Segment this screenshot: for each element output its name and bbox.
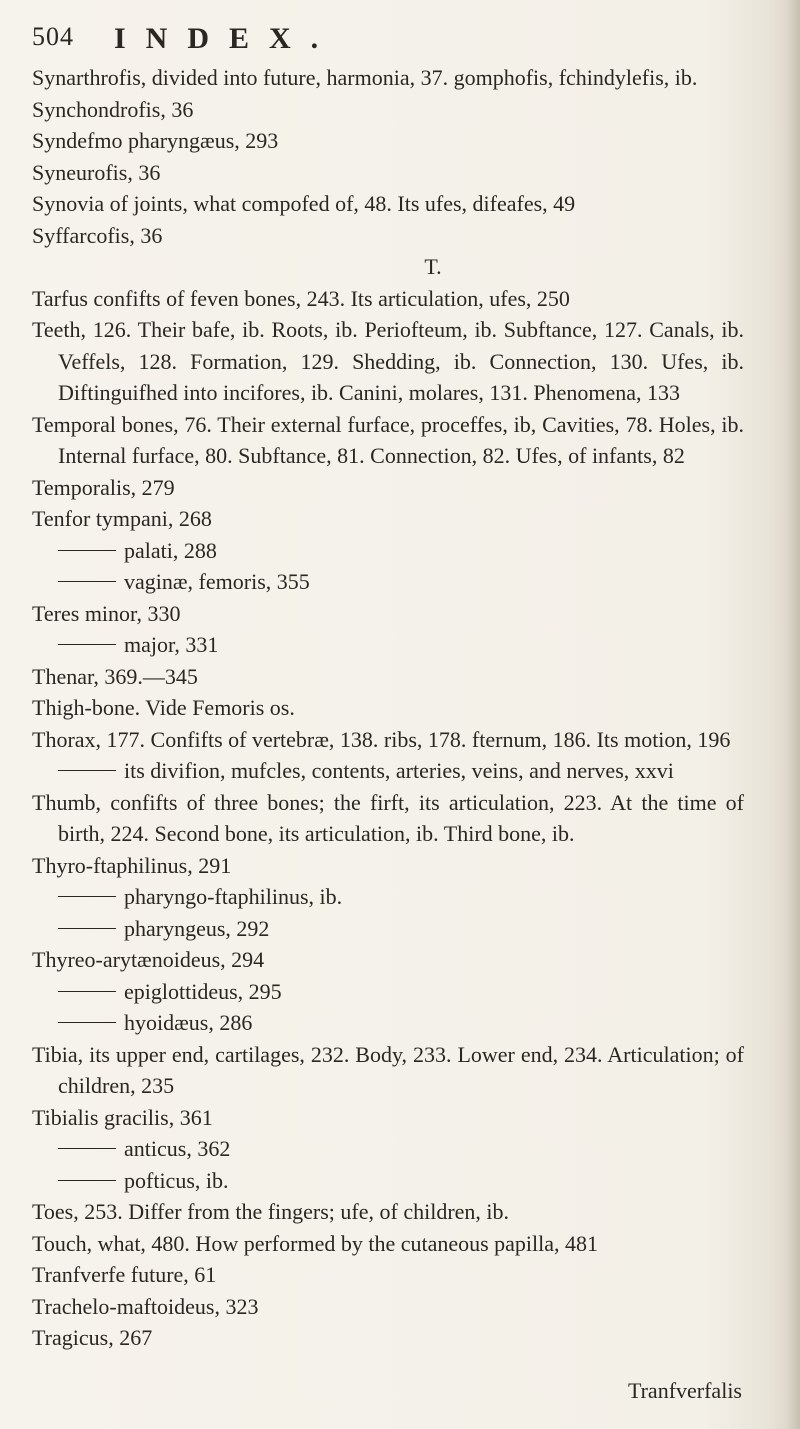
index-entry <box>32 188 744 220</box>
running-head: INDEX. <box>114 22 339 55</box>
index-entry <box>32 724 744 756</box>
entry-text: Teres minor, 330 <box>32 600 181 626</box>
ditto-dash <box>58 928 116 929</box>
index-subentry <box>32 566 744 598</box>
index-entry <box>32 944 744 976</box>
entry-text: Tenfor tympani, 268 <box>32 506 212 531</box>
index-entry <box>32 1196 744 1228</box>
index-entry <box>32 661 744 693</box>
ditto-dash <box>58 1148 116 1149</box>
ditto-dash <box>58 896 116 897</box>
index-subentry <box>32 1007 744 1039</box>
page-header <box>32 22 732 62</box>
index-subentry <box>32 629 744 661</box>
ditto-dash <box>58 1180 116 1181</box>
index-entry <box>32 220 744 252</box>
index-entries <box>32 62 744 1354</box>
entry-text: Tarfus confifts of feven bones, 243. Its articulation, ufes, 250 <box>32 285 570 311</box>
entry-text: anticus, 362 <box>124 1136 231 1161</box>
catchword: Tranfverfalis <box>627 1378 742 1403</box>
entry-text: Tibia, its upper end, cartilages, 232. Body, 233. Lower end, 234. Articulation; of children, 235 <box>32 1041 744 1098</box>
entry-text: pofticus, ib. <box>124 1167 229 1193</box>
entry-text: pharyngeus, 292 <box>124 915 270 941</box>
index-subentry <box>32 535 744 567</box>
ditto-dash <box>58 550 116 551</box>
entry-text: hyoidæus, 286 <box>124 1010 253 1035</box>
entry-text: Syffarcofis, 36 <box>32 222 163 248</box>
entry-text: Thyreo-arytænoideus, 294 <box>32 947 265 972</box>
ditto-dash <box>58 581 116 582</box>
index-entry <box>32 94 744 126</box>
index-entry <box>32 157 744 189</box>
entry-text: Synchondrofis, 36 <box>32 96 194 122</box>
entry-text: T. <box>424 254 442 279</box>
entry-text: Touch, what, 480. How performed by the cutaneous papilla, 481 <box>32 1230 599 1256</box>
entry-text: Toes, 253. Differ from the fingers; ufe, of children, ib. <box>32 1199 510 1224</box>
index-entry <box>32 314 744 409</box>
ditto-dash <box>58 644 116 645</box>
ditto-dash <box>58 991 116 992</box>
entry-text: its divifion, mufcles, contents, arteries, veins, and nerves, xxvi <box>124 758 674 783</box>
page-edge-shadow <box>786 0 800 1429</box>
entry-text: Syndefmo pharyngæus, 293 <box>32 128 279 153</box>
entry-text: Thyro-ftaphilinus, 291 <box>32 852 232 878</box>
entry-text: Syneurofis, 36 <box>32 159 161 185</box>
index-entry <box>32 409 744 472</box>
entry-text: Trachelo-maftoideus, 323 <box>32 1293 259 1319</box>
index-entry <box>32 1259 744 1291</box>
entry-text: major, 331 <box>124 632 219 657</box>
entry-text: Thorax, 177. Confifts of vertebræ, 138. ribs, 178. fternum, 186. Its motion, 196 <box>32 726 731 752</box>
entry-text: Synovia of joints, what compofed of, 48. Its ufes, difeafes, 49 <box>32 191 576 216</box>
entry-text: Tranfverfe future, 61 <box>32 1262 217 1287</box>
entry-text: Tibialis gracilis, 361 <box>32 1104 213 1130</box>
index-subentry <box>32 755 744 787</box>
index-entry <box>32 1291 744 1323</box>
letter-heading <box>32 251 744 283</box>
index-entry <box>32 1039 744 1102</box>
entry-text: epiglottideus, 295 <box>124 978 282 1004</box>
entry-text: palati, 288 <box>124 537 217 563</box>
index-entry <box>32 850 744 882</box>
page-number: 504 <box>32 22 74 51</box>
index-entry <box>32 1102 744 1134</box>
index-entry <box>32 692 744 724</box>
index-subentry <box>32 881 744 913</box>
entry-text: Thenar, 369.—345 <box>32 663 198 689</box>
entry-text: vaginæ, femoris, 355 <box>124 569 310 594</box>
index-entry <box>32 1322 744 1354</box>
index-entry <box>32 598 744 630</box>
ditto-dash <box>58 1022 116 1023</box>
entry-text: Temporal bones, 76. Their external furface, proceffes, ib, Cavities, 78. Holes, ib. Internal furface, 80. Subftance, 81. Connection, 82. Ufes, of infants, 82 <box>32 411 744 468</box>
index-entry <box>32 472 744 504</box>
index-subentry <box>32 913 744 945</box>
entry-text: Tragicus, 267 <box>32 1325 153 1350</box>
index-subentry <box>32 1133 744 1165</box>
index-subentry <box>32 976 744 1008</box>
entry-text: Teeth, 126. Their bafe, ib. Roots, ib. Periofteum, ib. Subftance, 127. Canals, ib. Veffels, 128. Formation, 129. Shedding, ib. Connection, 130. Ufes, ib. Diftinguifhed into incifores, ib. Canini, molares, 131. Phenomena, 133 <box>32 317 744 405</box>
index-entry <box>32 787 744 850</box>
entry-text: Temporalis, 279 <box>32 474 175 500</box>
index-entry <box>32 283 744 315</box>
index-entry <box>32 125 744 157</box>
entry-text: Thigh-bone. Vide Femoris os. <box>32 695 295 720</box>
index-entry <box>32 1228 744 1260</box>
index-entry <box>32 503 744 535</box>
entry-text: pharyngo-ftaphilinus, ib. <box>124 884 343 909</box>
entry-text: Synarthrofis, divided into future, harmonia, 37. gomphofis, fchindylefis, ib. <box>32 65 698 90</box>
index-entry <box>32 62 744 94</box>
entry-text: Thumb, confifts of three bones; the firft, its articulation, 223. At the time of birth, 224. Second bone, its articulation, ib. Third bone, ib. <box>32 789 744 846</box>
ditto-dash <box>58 770 116 771</box>
index-subentry <box>32 1165 744 1197</box>
